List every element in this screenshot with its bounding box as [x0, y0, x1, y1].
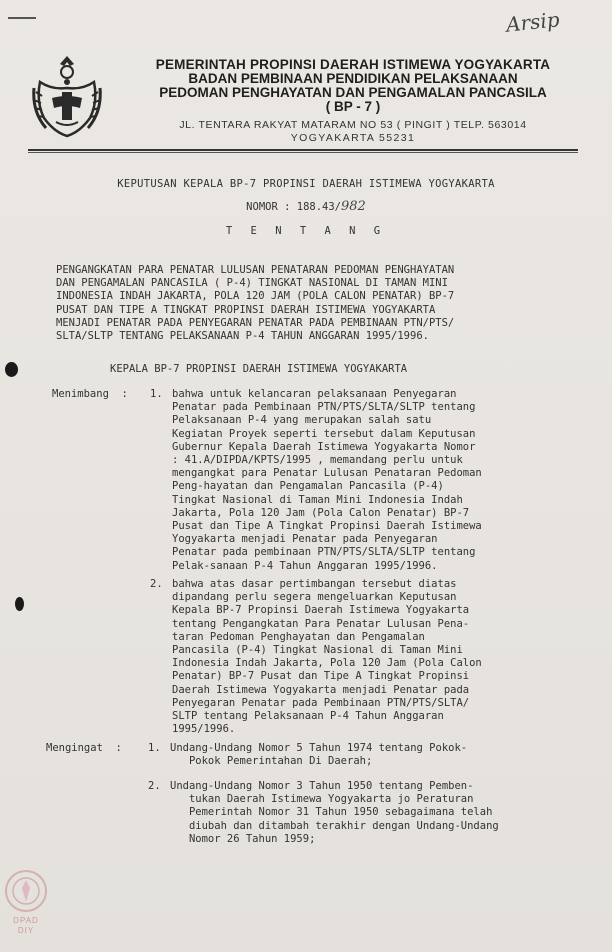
punch-hole: [5, 362, 18, 377]
top-margin-mark: [8, 17, 36, 19]
menimbang-label: Menimbang :: [52, 388, 128, 400]
menimbang-item-1-number: 1.: [150, 388, 163, 400]
mengingat-label: Mengingat :: [46, 742, 122, 754]
watermark-line1: DPAD: [13, 916, 39, 925]
about-text: PENGANGKATAN PARA PENATAR LULUSAN PENATARAN PEDOMAN PENGHAYATAN DAN PENGAMALAN PANCASILA ( P-4) TINGKAT NASIONAL DI TAMAN MINI INDONESIA INDAH JAKARTA, POLA 120 JAM (POLA CALON PENATAR) BP-7 PUSAT DAN TIPE A TINGKAT PROPINSI DAERAH ISTIMEWA YOGYAKARTA MENJADI PENATAR PADA PENYEGARAN PENATAR PADA PEMBINAAN PTN/PTS/ SLTA/SLTP TENTANG PELAKSANAAN P-4 TAHUN ANGGARAN 1995/1996.: [56, 264, 455, 343]
mengingat-item-1-text: Undang-Undang Nomor 5 Tahun 1974 tentang Pokok- Pokok Pemerintahan Di Daerah;: [170, 742, 468, 768]
letterhead-rule-thin: [28, 152, 578, 153]
decree-title: KEPUTUSAN KEPALA BP-7 PROPINSI DAERAH ISTIMEWA YOGYAKARTA: [117, 178, 495, 190]
letterhead-agency: BADAN PEMBINAAN PENDIDIKAN PELAKSANAAN: [188, 71, 518, 86]
watermark-line2: DIY: [17, 926, 35, 935]
decree-number-handwritten: 982: [341, 199, 366, 214]
letterhead-abbreviation: ( BP - 7 ): [325, 99, 381, 114]
letterhead-rule: [28, 149, 578, 151]
mengingat-item-1-number: 1.: [148, 742, 161, 754]
handwritten-note: Arsip: [504, 7, 561, 37]
menimbang-item-1-text: bahwa untuk kelancaran pelaksanaan Penyegaran Penatar pada Pembinaan PTN/PTS/SLTA/SLTP tentang Pelaksanaan P-4 yang merupakan salah satu Kegiatan Proyek seperti tersebut dalam Keputusan Gubernur Kepala Daerah Istimewa Yogyakarta Nomor : 41.A/DIPDA/KPTS/1995 , memandang perlu untuk mengangkat para Penatar Lulusan Penataran Pedoman Peng-hayatan dan Pengamalan Pancasila (P-4) Tingkat Nasional di Taman Mini Indonesia Indah Jakarta, Pola 120 Jam (Pola Calon Penatar) BP-7 Pusat dan Tipe A Tingkat Propinsi Daerah Istimewa Yogyakarta menjadi Penatar pada Penyegaran Penatar pada pembinaan PTN/PTS/SLTA/SLTP tentang Pelak-sanaan P-4 Tahun Anggaran 1995/1996.: [172, 388, 482, 572]
menimbang-item-2-text: bahwa atas dasar pertimbangan tersebut diatas dipandang perlu segera mengeluarkan Keputusan Kepala BP-7 Propinsi Daerah Istimewa Yogyakarta tentang Pengangkatan Para Penatar Lulusan Pena- taran Pedoman Penghayatan dan Pengamalan Pancasila (P-4) Tingkat Nasional di Taman Mini Indonesia Indah Jakarta, Pola 120 Jam (Pola Calon Penatar) BP-7 Pusat dan Tipe A Tingkat Propinsi Daerah Istimewa Yogyakarta menjadi Penatar pada Penyegaran Penatar pada Pembinaan PTN/PTS/SLTA/ SLTP tentang Pelaksanaan P-4 Tahun Anggaran 1995/1996.: [172, 578, 482, 736]
yogyakarta-emblem-icon: [30, 52, 104, 140]
mengingat-item-2-text: Undang-Undang Nomor 3 Tahun 1950 tentang Pemben- tukan Daerah Istimewa Yogyakarta jo Peraturan Pemerintah Nomor 31 Tahun 1950 sebagaimana telah diubah dan ditambah terakhir dengan Undang-Undang Nomor 26 Tahun 1959;: [170, 780, 499, 845]
letterhead-address: JL. TENTARA RAKYAT MATARAM NO 53 ( PINGIT ) TELP. 563014: [179, 119, 527, 131]
menimbang-item-2-number: 2.: [150, 578, 163, 590]
decree-number: [0, 200, 612, 214]
letterhead-agency-sub: PEDOMAN PENGHAYATAN DAN PENGAMALAN PANCASILA: [159, 85, 547, 100]
mengingat-item-2-number: 2.: [148, 780, 161, 792]
decree-number-label: NOMOR : 188.43/: [246, 201, 341, 213]
letterhead-government: PEMERINTAH PROPINSI DAERAH ISTIMEWA YOGYAKARTA: [155, 57, 551, 72]
about-heading: T E N T A N G: [225, 225, 387, 237]
letterhead-city: YOGYAKARTA 55231: [290, 132, 416, 144]
archive-seal-icon: [4, 868, 48, 914]
punch-hole: [15, 597, 24, 611]
issuer-heading: KEPALA BP-7 PROPINSI DAERAH ISTIMEWA YOGYAKARTA: [110, 363, 408, 375]
